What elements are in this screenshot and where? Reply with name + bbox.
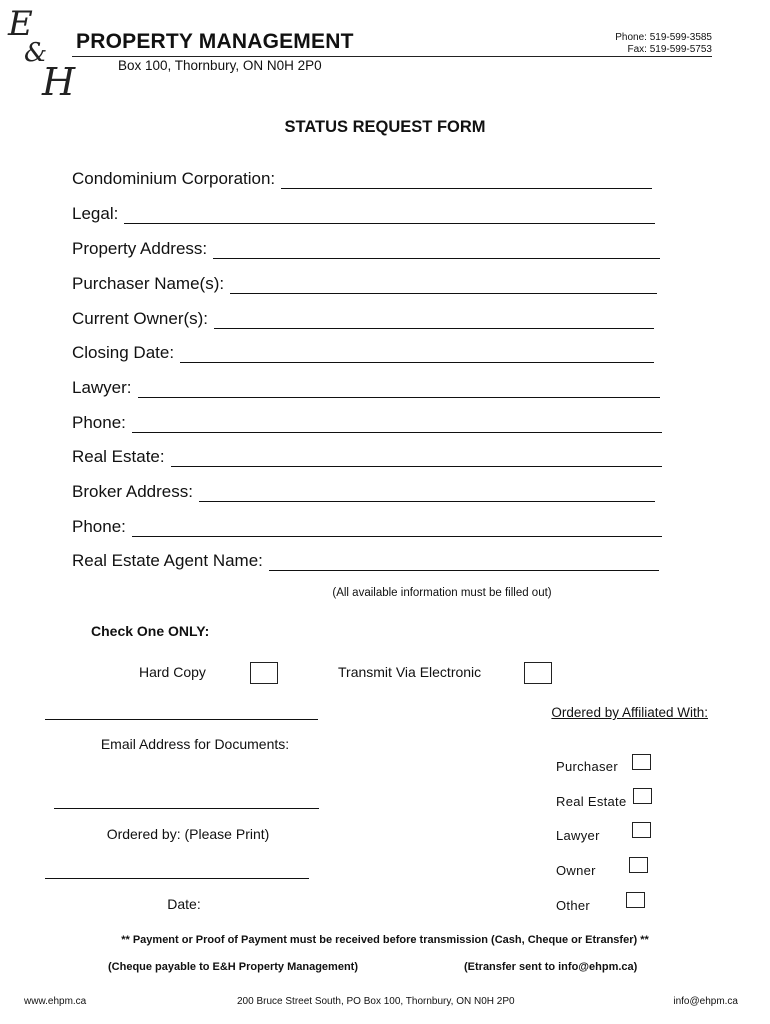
field-label: Lawyer: — [72, 378, 132, 397]
email-address-line[interactable] — [45, 719, 318, 720]
required-note: (All available information must be filled out) — [332, 587, 552, 599]
field-input-line[interactable] — [124, 209, 655, 224]
field-label: Real Estate: — [72, 447, 165, 466]
affiliation-purchaser-checkbox[interactable] — [632, 754, 651, 770]
field-label: Closing Date: — [72, 343, 175, 362]
field-input-line[interactable] — [213, 244, 660, 259]
affiliation-other-label: Other — [556, 898, 591, 913]
field-label: Property Address: — [72, 239, 208, 258]
header-divider — [72, 56, 712, 57]
ordered-by-label: Ordered by: (Please Print) — [106, 826, 270, 842]
field-input-line[interactable] — [214, 314, 654, 329]
payment-notice: ** Payment or Proof of Payment must be received before transmission (Cash, Cheque or Etransfer) ** — [121, 934, 649, 946]
field-property-address — [72, 239, 660, 259]
affiliation-purchaser-label: Purchaser — [556, 759, 618, 774]
email-address-label: Email Address for Documents: — [100, 736, 290, 752]
field-input-line[interactable] — [132, 522, 662, 537]
field-broker-address — [72, 482, 655, 502]
field-label: Current Owner(s): — [72, 309, 209, 328]
logo-letter-e: E — [8, 4, 33, 44]
company-address: Box 100, Thornbury, ON N0H 2P0 — [118, 58, 322, 73]
company-name: PROPERTY MANAGEMENT — [76, 30, 354, 53]
field-closing-date — [72, 343, 654, 363]
field-condominium-corporation — [72, 169, 652, 189]
field-input-line[interactable] — [171, 452, 662, 467]
field-label: Phone: — [72, 517, 126, 536]
affiliation-heading: Ordered by Affiliated With: — [551, 705, 708, 720]
affiliation-lawyer-checkbox[interactable] — [632, 822, 651, 838]
affiliation-owner-label: Owner — [556, 863, 596, 878]
date-label: Date: — [167, 896, 201, 912]
footer-website[interactable]: www.ehpm.ca — [24, 996, 87, 1007]
date-line[interactable] — [45, 878, 309, 879]
field-current-owners — [72, 309, 654, 329]
field-broker-phone — [72, 517, 662, 537]
field-legal — [72, 204, 655, 224]
company-fax: Fax: 519-599-5753 — [627, 44, 712, 55]
check-one-heading: Check One ONLY: — [91, 623, 210, 639]
etransfer-note: (Etransfer sent to info@ehpm.ca) — [464, 961, 638, 973]
logo-letter-h: H — [42, 60, 76, 104]
footer-address: 200 Bruce Street South, PO Box 100, Thornbury, ON N0H 2P0 — [237, 996, 515, 1007]
field-input-line[interactable] — [180, 348, 654, 363]
field-input-line[interactable] — [199, 487, 655, 502]
field-input-line[interactable] — [281, 174, 652, 189]
field-input-line[interactable] — [269, 556, 659, 571]
field-label: Real Estate Agent Name: — [72, 551, 263, 570]
affiliation-real-estate-checkbox[interactable] — [633, 788, 652, 804]
footer-email[interactable]: info@ehpm.ca — [673, 996, 738, 1007]
cheque-note: (Cheque payable to E&H Property Management) — [108, 961, 358, 973]
electronic-checkbox[interactable] — [524, 662, 552, 684]
field-lawyer-phone — [72, 413, 662, 433]
electronic-label: Transmit Via Electronic — [338, 664, 482, 680]
field-real-estate-agent-name — [72, 551, 659, 571]
logo-ampersand: & — [24, 38, 48, 68]
field-input-line[interactable] — [132, 418, 662, 433]
form-title: STATUS REQUEST FORM — [284, 118, 486, 136]
field-label: Legal: — [72, 204, 119, 223]
field-label: Phone: — [72, 413, 126, 432]
hard-copy-checkbox[interactable] — [250, 662, 278, 684]
affiliation-real-estate-label: Real Estate — [556, 794, 627, 809]
affiliation-lawyer-label: Lawyer — [556, 828, 600, 843]
field-lawyer — [72, 378, 660, 398]
affiliation-other-checkbox[interactable] — [626, 892, 645, 908]
field-real-estate — [72, 447, 662, 467]
company-phone: Phone: 519-599-3585 — [615, 32, 712, 43]
field-purchaser-names — [72, 274, 657, 294]
field-label: Broker Address: — [72, 482, 193, 501]
field-input-line[interactable] — [138, 383, 660, 398]
ordered-by-line[interactable] — [54, 808, 319, 809]
hard-copy-label: Hard Copy — [139, 664, 206, 680]
field-label: Condominium Corporation: — [72, 169, 276, 188]
affiliation-owner-checkbox[interactable] — [629, 857, 648, 873]
company-logo — [8, 4, 108, 104]
field-label: Purchaser Name(s): — [72, 274, 225, 293]
field-input-line[interactable] — [230, 279, 657, 294]
